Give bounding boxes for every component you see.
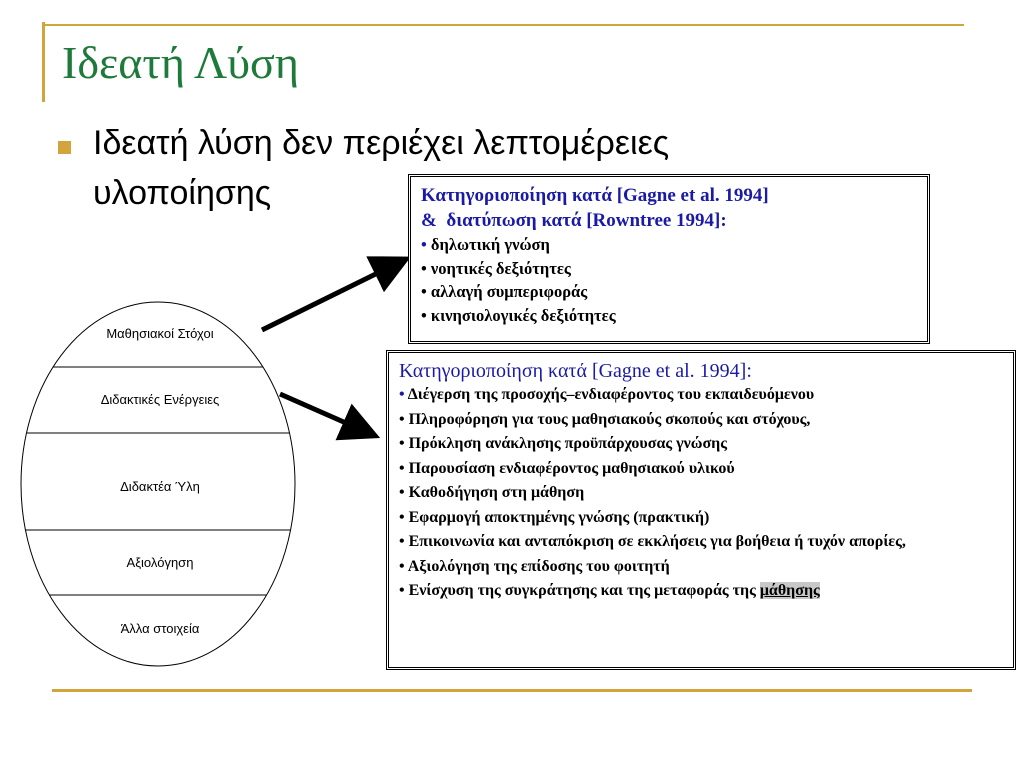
list-item: • Εφαρμογή αποκτημένης γνώσης (πρακτική) bbox=[399, 508, 710, 526]
ellipse-section-other: Άλλα στοιχεία bbox=[120, 621, 200, 636]
list-item: • Καθοδήγηση στη μάθηση bbox=[399, 484, 585, 501]
bullet-dot-icon: • bbox=[399, 582, 405, 599]
ellipse-section-content: Διδακτέα Ύλη bbox=[120, 479, 200, 494]
list-item: • δηλωτική γνώση bbox=[421, 235, 550, 254]
bullet-dot-icon: • bbox=[399, 435, 405, 452]
ellipse-section-learning-goals: Μαθησιακοί Στόχοι bbox=[106, 326, 214, 341]
bullet-dot-icon: • bbox=[421, 258, 427, 278]
box2-header: Κατηγοριοποίηση κατά [Gagne et al. 1994]: bbox=[399, 360, 752, 382]
list-item: • αλλαγή συμπεριφοράς bbox=[421, 282, 588, 301]
bullet-dot-icon: • bbox=[399, 484, 405, 501]
list-item: • Διέγερση της προσοχής–ενδιαφέροντος του εκπαιδευόμενου bbox=[399, 386, 815, 403]
bullet-dot-icon: • bbox=[399, 459, 405, 477]
bullet-dot-icon: • bbox=[399, 533, 405, 550]
bullet-dot-icon: • bbox=[421, 305, 427, 325]
list-item: • Αξιολόγηση της επίδοσης του φοιτητή bbox=[399, 557, 670, 575]
slide-title: Ιδεατή Λύση bbox=[62, 37, 299, 88]
learning-categories-box bbox=[408, 174, 930, 344]
bullet-dot-icon: • bbox=[421, 235, 427, 254]
box1-header-line1: Κατηγοριοποίηση κατά [Gagne et al. 1994] bbox=[421, 185, 769, 206]
highlighted-word: μάθησης bbox=[759, 582, 820, 599]
list-item: • νοητικές δεξιότητες bbox=[421, 258, 571, 278]
bullet-dot-icon: • bbox=[399, 557, 405, 575]
instruction-events-box bbox=[386, 350, 1016, 670]
list-item: • κινησιολογικές δεξιότητες bbox=[421, 305, 616, 325]
arrow-to-instruction-events bbox=[280, 394, 371, 434]
bullet-dot-icon: • bbox=[421, 282, 427, 301]
bullet-dot-icon: • bbox=[399, 410, 405, 428]
list-item: • Ενίσχυση της συγκράτησης και της μεταφοράς της μάθησης bbox=[399, 582, 820, 599]
bullet-dot-icon: • bbox=[399, 508, 405, 526]
list-item: • Επικοινωνία και ανταπόκριση σε εκκλήσεις για βοήθεια ή τυχόν απορίες, bbox=[399, 533, 906, 550]
list-item: • Πληροφόρηση για τους μαθησιακούς σκοπούς και στόχους, bbox=[399, 410, 811, 428]
ellipse-section-assessment: Αξιολόγηση bbox=[126, 555, 194, 570]
list-item: • Πρόκληση ανάκλησης προϋπάρχουσας γνώσης bbox=[399, 435, 727, 452]
ellipse-section-instructional-actions: Διδακτικές Ενέργειες bbox=[100, 392, 220, 407]
bullet-dot-icon: • bbox=[399, 386, 405, 403]
arrow-to-learning-categories bbox=[262, 261, 402, 330]
bullet-text: Ιδεατή λύση δεν περιέχει λεπτομέρειες υλοποίησης bbox=[93, 124, 670, 212]
box1-header-line2: & διατύπωση κατά [Rowntree 1994]: bbox=[421, 210, 727, 231]
list-item: • Παρουσίαση ενδιαφέροντος μαθησιακού υλικού bbox=[399, 459, 735, 477]
